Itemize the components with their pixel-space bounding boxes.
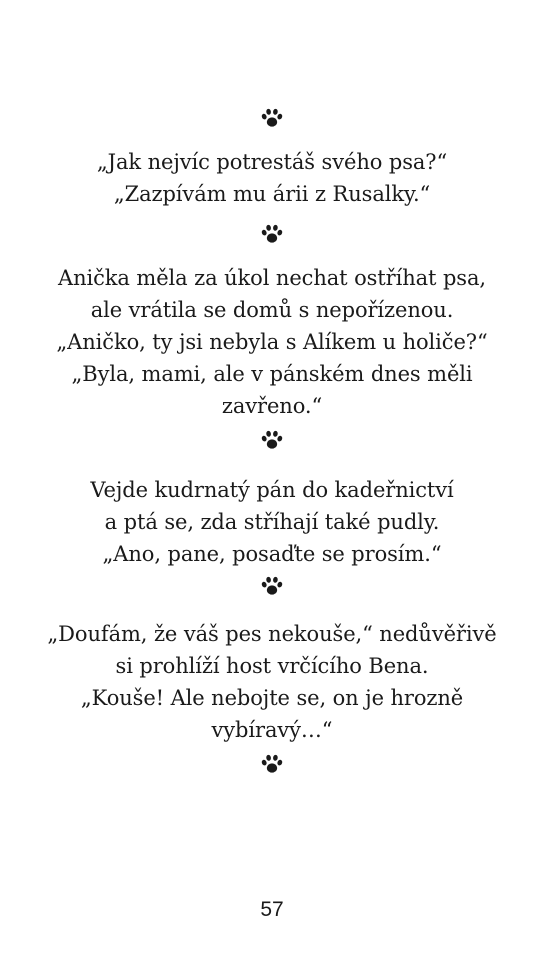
joke-line: „Byla, mami, ale v pánském dnes měli <box>71 362 473 386</box>
joke-line: „Kouše! Ale nebojte se, on je hrozně <box>80 686 464 710</box>
joke-line: „Zazpívám mu árii z Rusalky.“ <box>113 182 431 206</box>
joke-line: si prohlíží host vrčícího Bena. <box>115 654 429 678</box>
joke-line: Vejde kudrnatý pán do kadeřnictví <box>90 478 454 502</box>
joke-line: „Aničko, ty jsi nebyla s Alíkem u holiče?“ <box>56 330 488 354</box>
joke-line: „Ano, pane, posaďte se prosím.“ <box>102 542 442 566</box>
paw-print-icon <box>261 224 283 244</box>
joke-line: zavřeno.“ <box>221 394 323 418</box>
joke-line: ale vrátila se domů s nepořízenou. <box>90 298 454 322</box>
joke-1 <box>40 146 504 210</box>
joke-line: „Jak nejvíc potrestáš svého psa?“ <box>96 150 448 174</box>
joke-3 <box>40 474 504 570</box>
joke-line: vybíravý…“ <box>211 718 333 742</box>
page-number: 57 <box>260 898 284 921</box>
paw-print-icon <box>261 108 283 128</box>
joke-line: a ptá se, zda stříhají také pudly. <box>104 510 440 534</box>
paw-print-icon <box>261 754 283 774</box>
joke-line: Anička měla za úkol nechat ostříhat psa, <box>58 266 486 290</box>
paw-print-icon <box>261 430 283 450</box>
joke-4 <box>40 618 504 746</box>
joke-line: „Doufám, že váš pes nekouše,“ nedůvěřivě <box>47 622 497 646</box>
joke-2 <box>40 262 504 422</box>
paw-print-icon <box>261 576 283 596</box>
